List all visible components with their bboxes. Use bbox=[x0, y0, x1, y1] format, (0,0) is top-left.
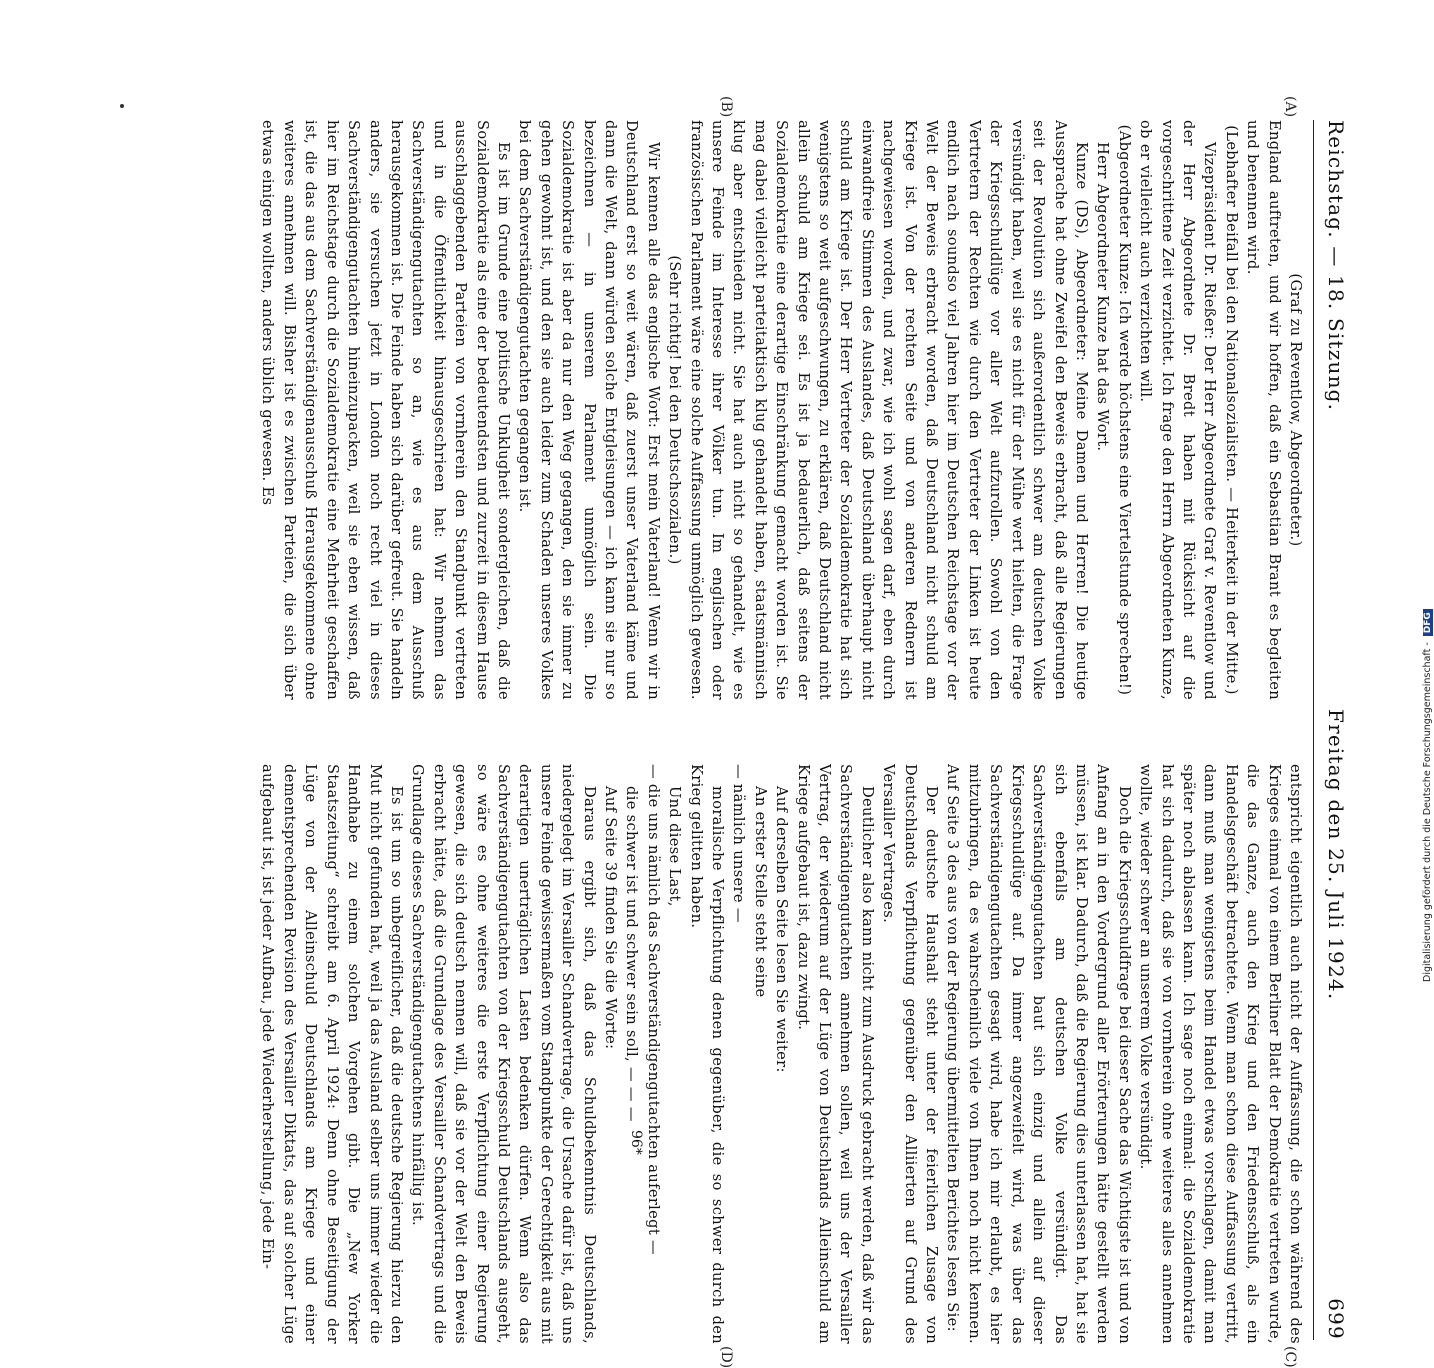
right-column-paragraph: — nämlich unsere — bbox=[730, 764, 748, 923]
left-text-column bbox=[106, 120, 1306, 700]
right-column-paragraph: Doch die Kriegsschuldfrage bei dieser Sache das Wichtigste ist und von Anfang an in den Vordergrund aller Erörterungen hätte gestellt werden müssen, ist klar. Dadurch, daß die Regierung dies unterlassen hat, hat sie sich ebenfalls am deutschen Volke versündigt. Das Sachverständigengutachten baut sich einzig und allein auf dieser Kriegsschuldlüge auf. Da immer angezweifelt wird, was über das Sachverständigengutachten gesagt wird, habe ich mir erlaubt, es hier mitzubringen, da es wahrscheinlich viele von Ihnen noch nicht kennen. Auf Seite 3 des aus von der Regierung übermittelten Berichtes lesen Sie: bbox=[944, 764, 1133, 1344]
right-column-paragraph: Deutlicher also kann nicht zum Ausdruck gebracht werden, daß wir das Sachverständigengutachten annehmen sollen, weil uns der Versailler Vertrag, der wiederum auf der Lüge von Deutschlands Alleinschuld am Kriege aufgebaut ist, dazu zwingt. bbox=[794, 764, 876, 1344]
right-column-paragraph: die schwer ist und schwer sein soll, — — — bbox=[623, 786, 641, 1122]
right-column-paragraph: Auf Seite 39 finden Sie die Worte: bbox=[602, 786, 619, 1050]
header-rule bbox=[1313, 120, 1314, 1340]
left-column-paragraph: (Graf zu Reventlow, Abgeordneter.) bbox=[1287, 273, 1304, 547]
left-column-paragraph: (Abgeordneter Kunze: Ich werde höchstens eine Viertelstunde sprechen!) bbox=[1115, 124, 1133, 696]
right-column-paragraph: Und diese Last, bbox=[666, 786, 684, 907]
right-column-paragraph: Es ist um so unbegreiflicher, daß die deutsche Regierung hierzu den Mut nicht gefunden hat, weil ja das Ausland selber uns immer wieder die Handhabe zu einem solchen Vorgehen gibt. Die „New Yorker Staatszeitung“ schreibt am 6. April 1924: Denn ohne Beseitigung der Lüge von der Alleinschuld Deutschlands am Kriege und einer dementsprechenden Revision des Versailler Diktats, das auf solcher Lüge aufgebaut ist, ist jeder Aufbau, jede Wiederherstellung, jede Ein- bbox=[259, 764, 405, 1344]
dfg-logo: DFG bbox=[1423, 609, 1433, 636]
header-page-number: 699 bbox=[1324, 1298, 1348, 1340]
page-signature: 96* bbox=[628, 1130, 644, 1155]
margin-marker-d: (D) bbox=[718, 1346, 734, 1368]
credit-text: Digitalisierung gefördert durch die Deutsche Forschungsgemeinschaft - bbox=[1422, 642, 1433, 982]
right-text-column bbox=[106, 764, 1306, 1344]
scan-dot bbox=[120, 104, 124, 108]
header-center: Freitag den 25. Juli 1924. bbox=[1324, 709, 1348, 1001]
right-column-paragraph: — die uns nämlich das Sachverständigengutachten auferlegt — bbox=[644, 764, 662, 1255]
right-column-paragraph: entspricht eigentlich auch nicht der Auffassung, die schon während des Krieges einmal von einem Berliner Blatt der Demokratie vertreten wurde, die das Ganze, auch den Krieg und den Friedensschluß, als ein Handelsgeschäft betrachtete. Wenn man schon diese Auffassung vertritt, dann muß man wenigstens beim Handel etwas vorschlagen, damit man später noch ablassen kann. Ich sage noch einmal: die Sozialdemokratie hat sich dadurch, daß sie von vornherein ohne weiteres alles annehmen wollte, wieder schwer an unserem Volke versündigt. bbox=[1137, 764, 1304, 1344]
right-column-paragraph: moralische Verpflichtung denen gegenüber, die so schwer durch den Krieg gelitten haben. bbox=[687, 764, 727, 1344]
left-column-paragraph: Kunze (DS), Abgeordneter: Meine Damen und Herren! Die heutige Aussprache hat ohne Zweifel den Beweis erbracht, daß alle Regierungen seit der Revolution sich außerordentlich schwer am deutschen Volke versündigt haben, weil sie es nicht für der Mühe wert hielten, die Frage der Kriegsschuldlüge vor aller Welt aufzurollen. Sowohl von den Vertretern der Rechten wie durch den Vertreter der Linken ist heute endlich nach soundso viel Jahren hier im Deutschen Reichstage vor der Welt der Beweis erbracht worden, daß Deutschland nicht schuld am Kriege ist. Von der rechten Seite und von anderen Rednern ist nachgewiesen worden, und zwar, wie ich wohl sagen darf, eben durch einwandfreie Stimmen des Auslandes, daß Deutschland überhaupt nicht schuld am Kriege ist. Der Herr Vertreter der Sozialdemokratie hat sich wenigstens so weit aufgeschwungen, zu erklären, daß Deutschland nicht allein schuld am Kriege sei. Es ist ja bedauerlich, daß seitens der Sozialdemokratie eine derartige Einschränkung gemacht worden ist. Sie mag dabei vielleicht parteitaktisch klug gehandelt haben, staatsmännisch klug aber entschieden nicht. Sie hat auch nicht so gehandelt, wie es unsere Feinde im Interesse ihrer Völker tun. Im englischen oder französischen Parlament wäre eine solche Auffassung unmöglich gewesen. bbox=[687, 120, 1090, 700]
left-column-paragraph: Wir kennen alle das englische Wort: Erst mein Vaterland! Wenn wir in Deutschland erst so weit wären, daß zuerst unser Vaterland käme und dann die Welt, dann würden solche Entgleisungen — ich kann sie nur so bezeichnen — in unserem Parlament unmöglich sein. Die Sozialdemokratie ist aber da nur den Weg gegangen, den sie immer zu gehen gewohnt ist, und den sie auch leider zum Schaden unseres Volkes bei dem Sachverständigengutachten gegangen ist. bbox=[516, 120, 662, 700]
digitization-credit bbox=[1420, 2, 1434, 998]
header-left: Reichstag. — 18. Sitzung. bbox=[1324, 120, 1348, 412]
left-column-paragraph: England auftreten, und wir hoffen, daß ein Sebastian Brant es begleiten und benennen wird. bbox=[1244, 120, 1283, 700]
left-column-paragraph: (Lebhafter Beifall bei den Nationalsozialisten. — Heiterkeit in der Mitte.) bbox=[1222, 125, 1240, 695]
right-column-paragraph: An erster Stelle steht seine bbox=[751, 786, 769, 998]
left-column-paragraph: (Sehr richtig! bei den Deutschsozialen.) bbox=[666, 255, 684, 565]
margin-marker-b: (B) bbox=[718, 96, 734, 118]
left-column-paragraph: Es ist im Grunde eine politische Unklugheit sondergleichen, daß die Sozialdemokratie als eine der bedeutendsten und zurzeit in diesem Hause ausschlaggebenden Parteien von vornherein den Standpunkt vertreten und in die Öffentlichkeit hinausgeschrieen hat: Wir nehmen das Sachverständigengutachten so an, wie es aus dem Ausschuß herausgekommen ist. Die Feinde haben sich darüber gefreut. Sie handeln anders, sie versuchen jetzt in London noch recht viel in dieses Sachverständigengutachten hineinzupacken, weil sie eben wissen, daß hier im Reichstage durch die Sozialdemokratie eine Mehrheit geschaffen ist, die das aus dem Sachverständigenausschuß Herausgekommene ohne weiteres annehmen will. Bisher ist es zwischen Parteien, die sich über etwas einigen wollten, anders üblich gewesen. Es bbox=[259, 120, 512, 700]
left-column-paragraph: Vizepräsident Dr. Rießer: Der Herr Abgeordnete Graf v. Reventlow und der Herr Abgeordnete Dr. Bredt haben mit Rücksicht auf die vorgeschrittene Zeit verzichtet. Ich frage den Herrn Abgeordneten Kunze, ob er vielleicht auch verzichten will. bbox=[1137, 120, 1219, 700]
right-column-paragraph: Auf derselben Seite lesen Sie weiter: bbox=[773, 786, 791, 1073]
right-column-paragraph: Daraus ergibt sich, daß das Schuldbekenntnis Deutschlands, niedergelegt im Versailler Schandvertrage, die Ursache dafür ist, daß uns unsere Feinde gewissermaßen vom Standpunkte der Gerechtigkeit aus mit derartigen unerträglichen Lasten bedenken dürfen. Wenn also das Sachverständigengutachten von der Kriegsschuld Deutschlands ausgeht, so wäre es ohne weiteres die erste Verpflichtung einer Regierung gewesen, die sich deutsch nennen will, daß sie vor der Welt den Beweis erbracht hätte, daß die Grundlage des Versailler Schandvertrags und die Grundlage dieses Sachverständigengutachtens hinfällig ist. bbox=[409, 764, 598, 1344]
margin-marker-a: (A) bbox=[1282, 96, 1298, 118]
left-column-paragraph: Herr Abgeordneter Kunze hat das Wort. bbox=[1094, 142, 1112, 452]
margin-marker-c: (C) bbox=[1282, 1346, 1298, 1368]
running-header bbox=[1308, 120, 1348, 1340]
right-column-paragraph: Der deutsche Haushalt steht unter der feierlichen Zusage von Deutschlands Verpflichtung gegenüber den Alliierten auf Grund des Versailler Vertrages. bbox=[880, 764, 941, 1344]
